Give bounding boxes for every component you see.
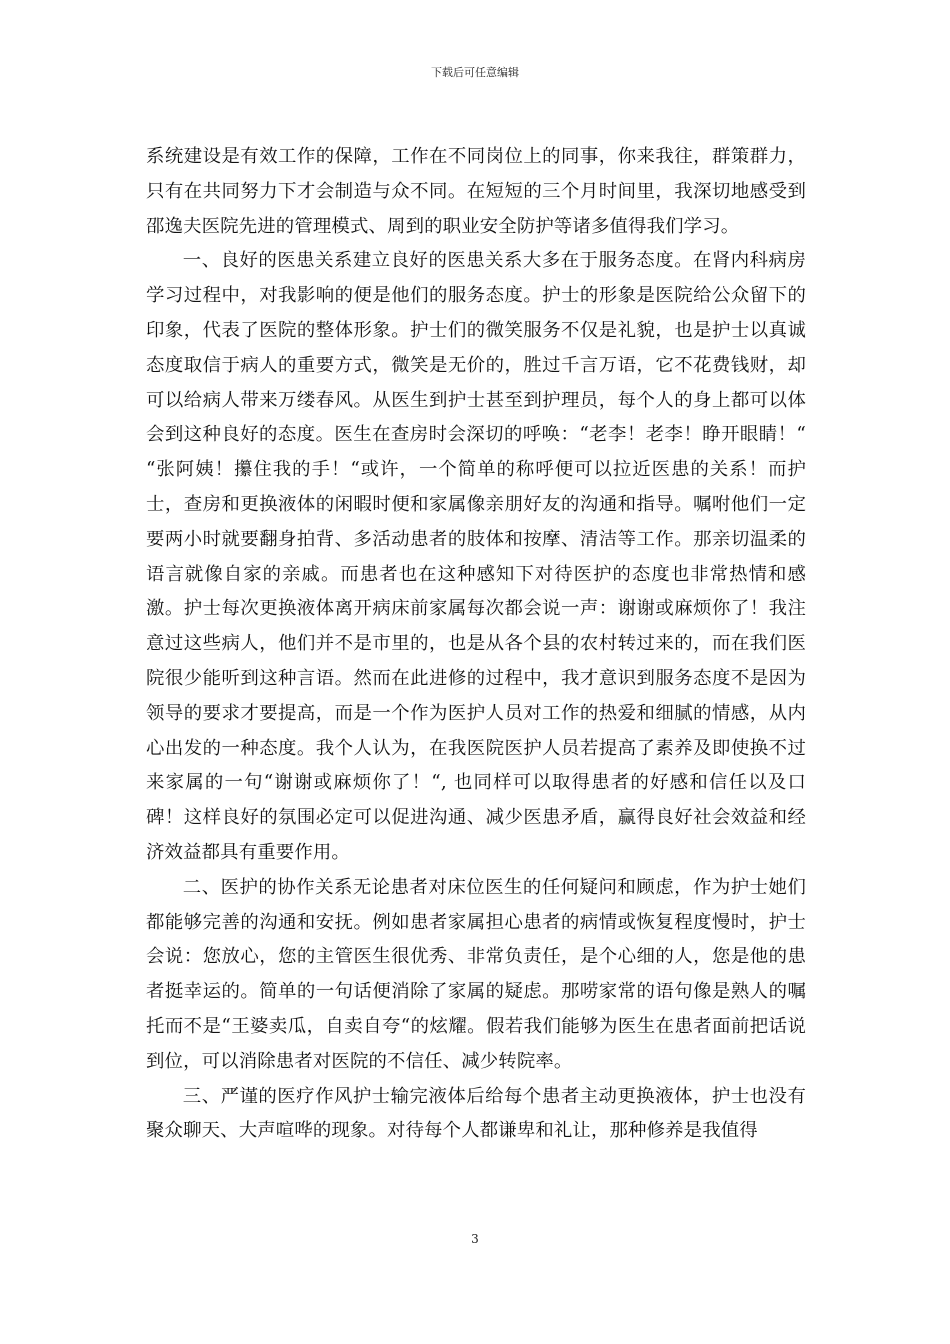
paragraph-4: 三、严谨的医疗作风护士输完液体后给每个患者主动更换液体，护士也没有聚众聊天、大声喧哗的现象。对待每个人都谦卑和礼让，那种修养是我值得: [146, 1085, 806, 1142]
document-body: [146, 140, 806, 1149]
paragraph-2: 一、良好的医患关系建立良好的医患关系大多在于服务态度。在肾内科病房学习过程中，对我影响的便是他们的服务态度。护士的形象是医院给公众留下的印象，代表了医院的整体形象。护士们的微笑服务不仅是礼貌，也是护士以真诚态度取信于病人的重要方式，微笑是无价的，胜过千言万语，它不花费钱财，却可以给病人带来万缕春风。从医生到护士甚至到护理员，每个人的身上都可以体会到这种良好的态度。医生在查房时会深切的呼唤：“老李！老李！睁开眼睛！“ “张阿姨！攥住我的手！“或许，一个简单的称呼便可以拉近医患的关系！而护士，查房和更换液体的闲暇时便和家属像亲朋好友的沟通和指导。嘱咐他们一定要两小时就要翻身拍背、多活动患者的肢体和按摩、清洁等工作。那亲切温柔的语言就像自家的亲戚。而患者也在这种感知下对待医护的态度也非常热情和感激。护士每次更换液体离开病床前家属每次都会说一声：谢谢或麻烦你了！我注意过这些病人，他们并不是市里的，也是从各个县的农村转过来的，而在我们医院很少能听到这种言语。然而在此进修的过程中，我才意识到服务态度不是因为领导的要求才要提高，而是一个作为医护人员对工作的热爱和细腻的情感，从内心出发的一种态度。我个人认为，在我医院医护人员若提高了素养及即使换不过来家属的一句“谢谢或麻烦你了！“, 也同样可以取得患者的好感和信任以及口碑！这样良好的氛围必定可以促进沟通、减少医患矛盾，赢得良好社会效益和经济效益都具有重要作用。: [146, 250, 806, 863]
paragraph-3: 二、医护的协作关系无论患者对床位医生的任何疑问和顾虑，作为护士她们都能够完善的沟通和安抚。例如患者家属担心患者的病情或恢复程度慢时，护士会说：您放心，您的主管医生很优秀、非常负责任，是个心细的人，您是他的患者挺幸运的。简单的一句话便消除了家属的疑虑。那唠家常的语句像是熟人的嘱托而不是“王婆卖瓜，自卖自夸“的炫耀。假若我们能够为医生在患者面前把话说到位，可以消除患者对医院的不信任、减少转院率。: [146, 876, 806, 1072]
page-number: 3: [471, 1232, 479, 1246]
page-header: 下载后可任意编辑: [431, 66, 519, 79]
paragraph-1: 系统建设是有效工作的保障，工作在不同岗位上的同事，你来我往，群策群力，只有在共同努力下才会制造与众不同。在短短的三个月时间里，我深切地感受到邵逸夫医院先进的管理模式、周到的职业安全防护等诸多值得我们学习。: [146, 146, 806, 237]
